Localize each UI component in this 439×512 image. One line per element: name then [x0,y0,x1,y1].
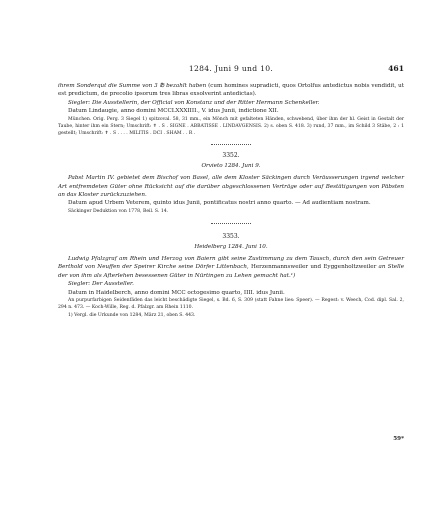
section-divider [211,223,251,224]
section-divider [211,144,251,145]
page-content [58,82,404,319]
siegler-line: Siegler: Die Ausstellerin, der Official von Konstanz und der Ritter Hermann Schenkeller. [68,99,320,106]
page-number: 461 [388,64,404,73]
document-number: 3353. [222,233,240,241]
running-title: 1284. Juni 9 und 10. [188,64,274,73]
regest-summary [58,255,404,280]
place-date: Heidelberg 1284. Juni 10. [194,244,268,251]
continuation-text: (cum homines supradicti, quos Ortolfus antedictus nobis vendidit, ut est predictum, de precolio ipsorum tres libras exsolverint antedictas). [58,83,405,98]
signature-mark: 59* [393,436,404,442]
datum-line: Datum Lindaugie, anno domini MCCLXXXIIII., V. idus Junii, indictione XII. [68,108,279,115]
siegler-line: Siegler: Der Aussteller. [68,281,134,288]
datum-line: Datum apud Urbem Veterem, quinto idus Junii, pontificatus nostri anno quarto. — Ad audientiam nostram. [68,200,371,207]
archive-note: München. Orig. Perg. 3 Siegel 1) spitzoval. 58, 31 mm., ein Mönch mit gefalteten Händen, schwebend, über ihm der hl. Geist in Gestalt der Taube, hinter ihm ein Stern; Umschrift: ✝ . S . SIGNE . ABBATISSE . LINDAVGENSIS. 2) s. oben S. 418. 3) rund, 37 mm., im Schild 3 Stäbe, 2 : 1 gestellt; Umschrift: ✝ . S . . . . MILITIS . DCI . SHAM . . R . [58,116,404,137]
summary-plain-part: Herzenmannsweiler und Eyggenholtzweiler [250,264,377,271]
document-number: 3352. [222,152,240,160]
continuation-paragraph [58,82,404,99]
summary-italic-part: Ludwig Pfalzgraf am Rhein und Herzog von Baiern gibt seine Zustimmung zu dem Tausch, durch den sein Getreuer Berthold von Neuffen der Speirer Kirche seine Dörfer Littenbach, [58,256,404,271]
continuation-italic: ihrem Sonderqut die Summe von 3 ℔ bezahlt haben [58,83,207,89]
page-header [58,64,404,78]
regest-summary: Pabst Martin IV. gebietet dem Bischof von Basel, alle dem Kloster Säckingen durch Veräusserungen irgend welcher Art entfremdeten Güter ohne Rücksicht auf die darüber abgeschlossenen Verträge oder auf Bestätigungen von Päbsten an das Kloster zurückzuziehen. [58,175,404,199]
place-date: Orvieto 1284. Juni 9. [201,163,261,170]
footnote: 1) Vergl. die Urkunde von 1284, März 21, oben S. 443. [68,312,196,318]
datum-line: Datum in Haidelberch, anno domini MCC octogesimo quarto, IIII. idus Junii. [68,289,285,296]
archive-note: Säckinger Deduktion von 1778, Beil. S. 14. [68,208,169,214]
summary-italic-part: an Stelle der von ihm als Afterlehen besessenen Güter in Nürtingen zu Lehen gemacht hat.¹) [58,264,405,279]
archive-note: An purpurfarbigen Seidenfäden das leicht beschädigte Siegel, s. Bd. 6, S. 309 (statt Fahne lies: Speer). — Regest: v. Weech, Cod. dipl. Sal. 2, 294 n. 473. — Koch-Wille, Reg. d. Pfalzgr. am Rhein 1110. [58,298,404,311]
